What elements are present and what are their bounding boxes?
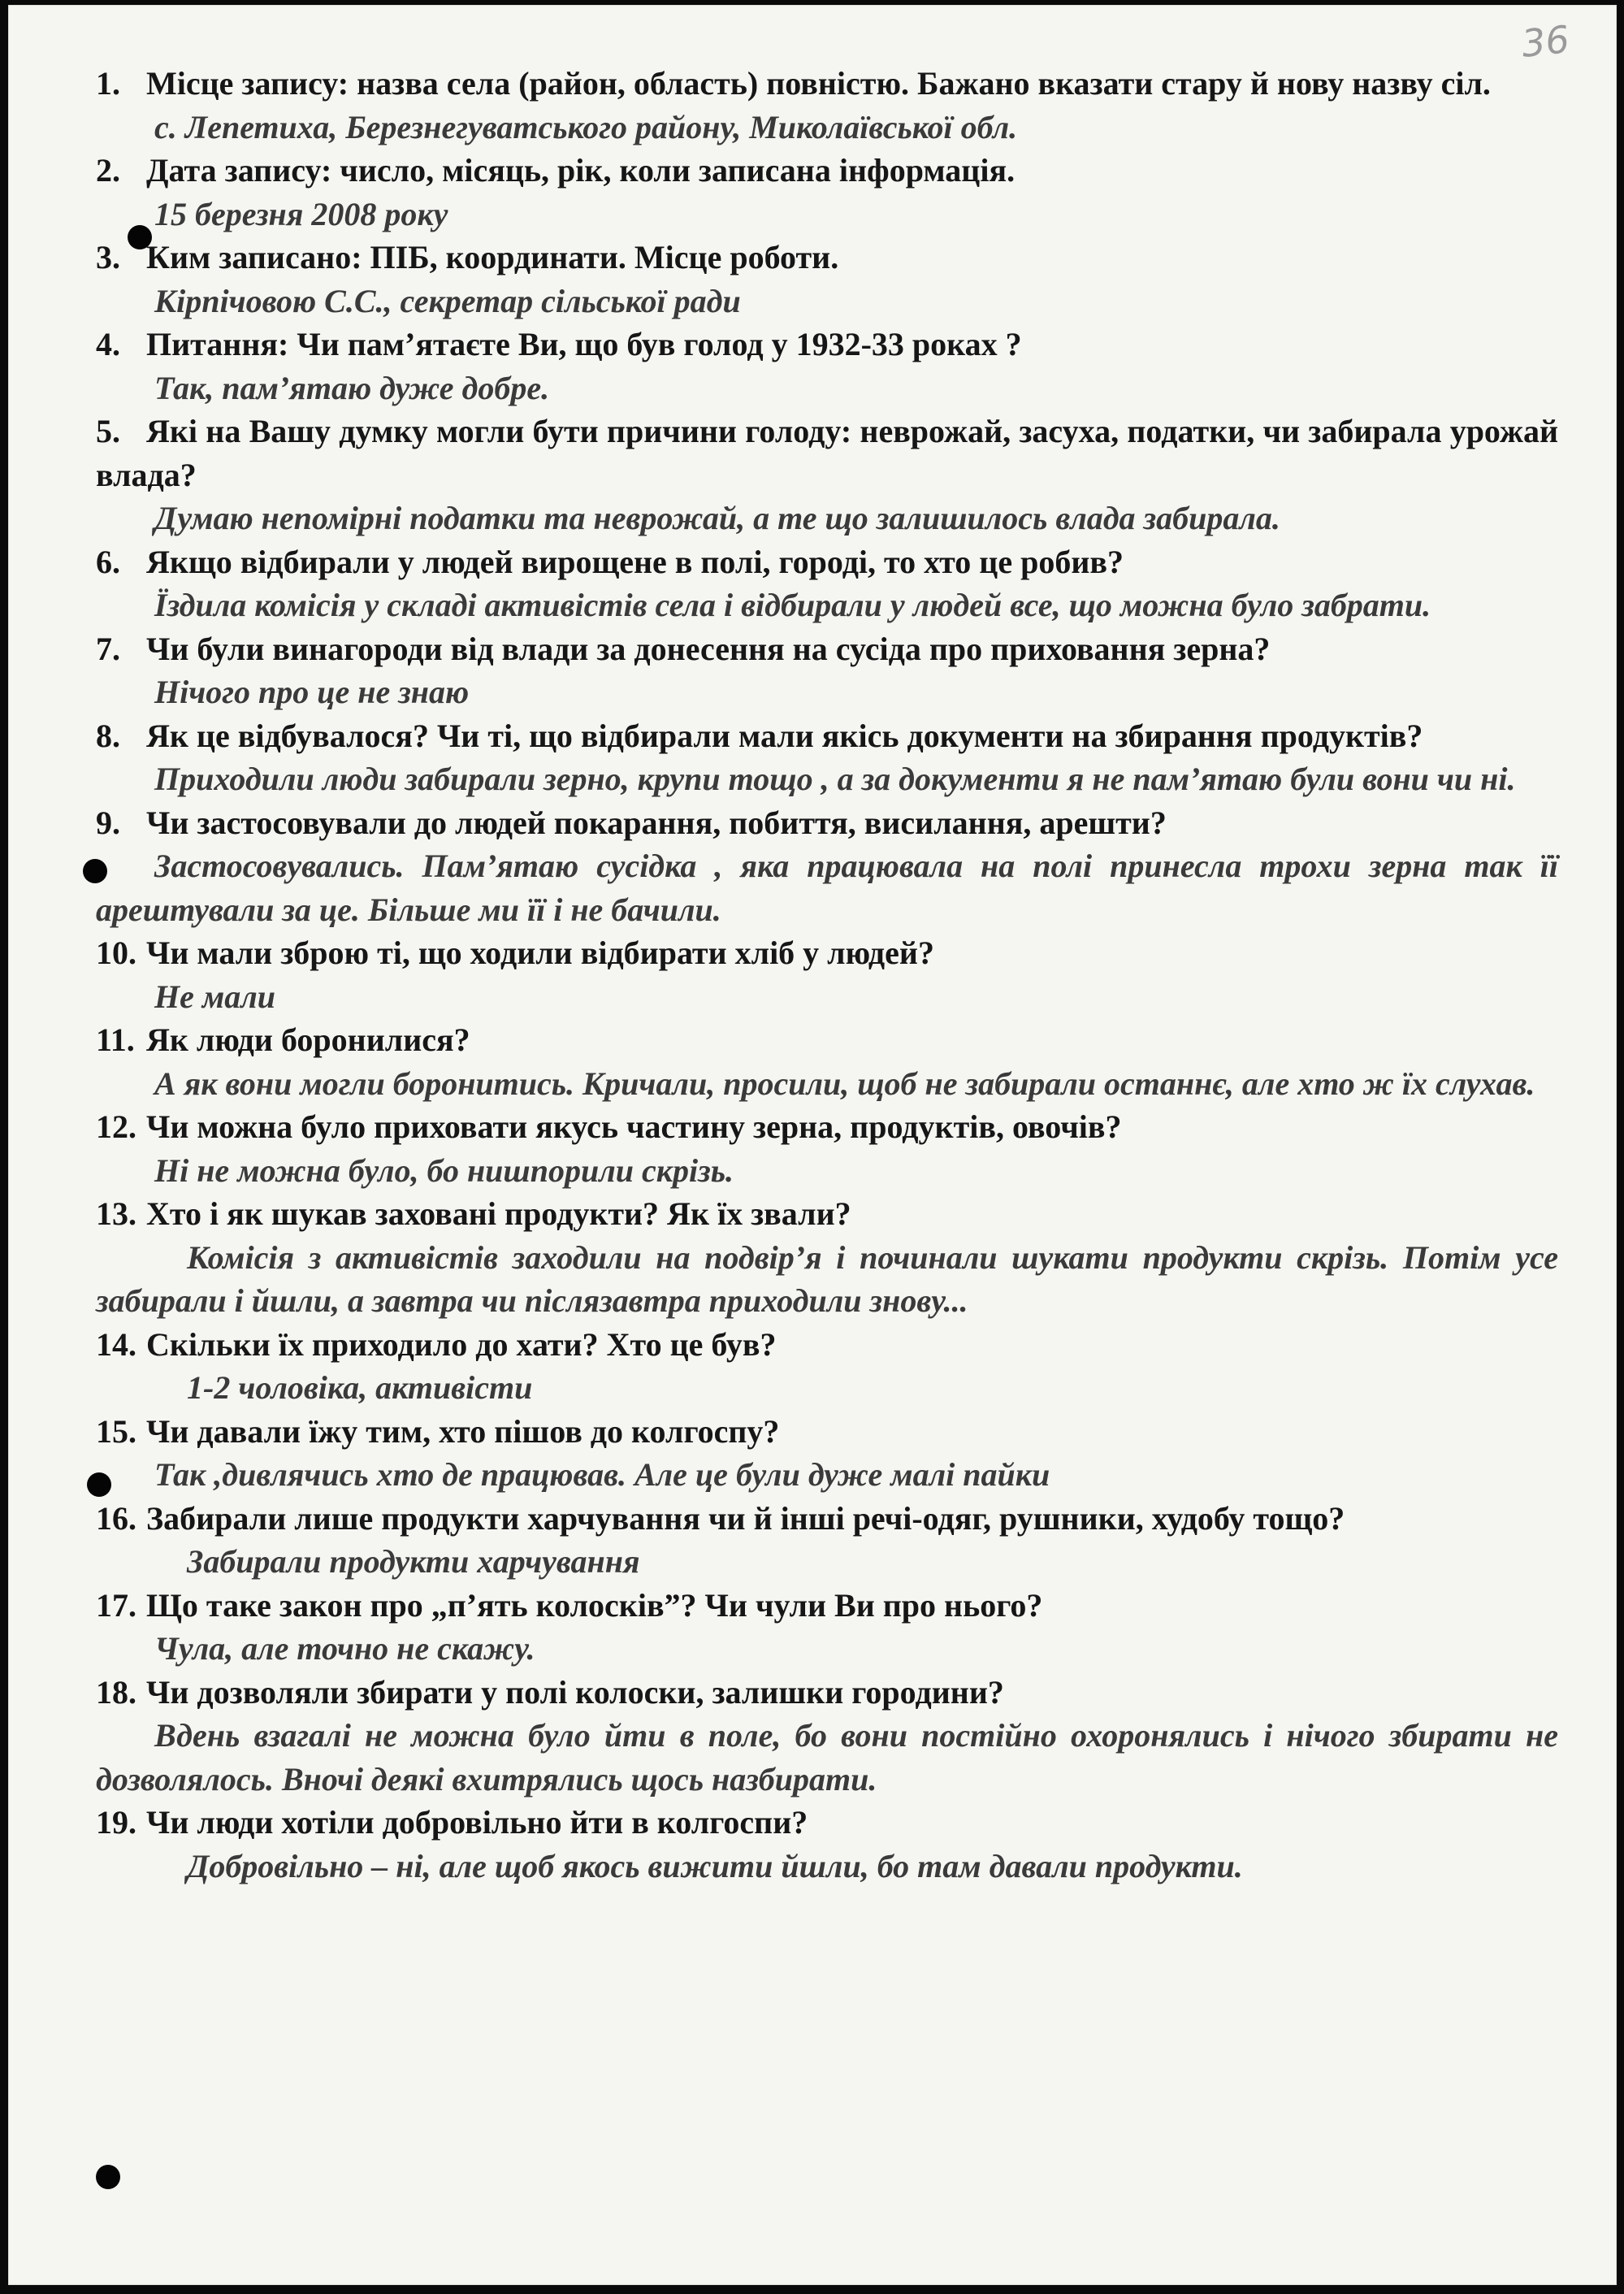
- question-item: [96, 801, 1558, 932]
- question-text: [96, 627, 1558, 671]
- question-item: [96, 1671, 1558, 1802]
- questionnaire: [96, 62, 1558, 1888]
- question-text: [96, 1497, 1558, 1541]
- question-item: [96, 714, 1558, 801]
- binder-hole: [96, 2165, 120, 2189]
- question-label: Дата запису: число, місяць, рік, коли записана інформація.: [146, 152, 1016, 189]
- question-number: 10.: [96, 935, 136, 971]
- question-text: [96, 1018, 1558, 1062]
- page-number: 36: [1519, 17, 1572, 66]
- question-number: 1.: [96, 65, 120, 102]
- answer-text: Так ,дивлячись хто де працював. Але це були дуже малі пайки: [154, 1456, 1050, 1493]
- question-label: Чи давали їжу тим, хто пішов до колгоспу?: [146, 1412, 780, 1450]
- question-text: [96, 323, 1558, 366]
- answer-text: Не мали: [154, 978, 276, 1015]
- question-label: Якщо відбирали у людей вирощене в полі, городі, то хто це робив?: [146, 543, 1124, 580]
- answer-text: Нічого про це не знаю: [154, 674, 470, 710]
- question-number: 14.: [96, 1325, 136, 1363]
- question-label: Ким записано: ПІБ, координати. Місце роботи.: [146, 239, 839, 275]
- answer-text: Забирали продукти харчування: [187, 1543, 640, 1580]
- answer-text: Комісія з активістів заходили на подвір’я і починали шукати продукти скрізь. Потім усе забирали і йшли, а завтра чи післязавтра приходили знову...: [96, 1238, 1558, 1319]
- question-label: Як люди боронилися?: [146, 1021, 470, 1058]
- question-item: [96, 149, 1558, 236]
- answer-text: Їздила комісія у складі активістів села і відбирали у людей все, що можна було забрати.: [154, 587, 1431, 623]
- question-text: [96, 1105, 1558, 1149]
- question-item: [96, 1584, 1558, 1671]
- answer-text: Чула, але точно не скажу.: [154, 1630, 535, 1667]
- question-item: [96, 1018, 1558, 1105]
- answer-text: Приходили люди забирали зерно, крупи тощо , а за документи я не пам’ятаю були вони чи ні.: [154, 761, 1516, 797]
- question-number: 4.: [96, 326, 120, 362]
- question-item: [96, 627, 1558, 714]
- document-page: [8, 5, 1617, 2285]
- answer-text: Добровільно – ні, але щоб якось вижити йшли, бо там давали продукти.: [187, 1847, 1243, 1884]
- question-item: [96, 236, 1558, 323]
- question-item: [96, 540, 1558, 627]
- question-item: [96, 1323, 1558, 1410]
- question-text: [96, 1410, 1558, 1454]
- question-text: [96, 236, 1558, 280]
- answer-text: Застосовувались. Пам’ятаю сусідка , яка працювала на полі принесла трохи зерна так її арештували за це. Більше ми її і не бачили.: [96, 848, 1558, 928]
- question-label: Хто і як шукав заховані продукти? Як їх звали?: [146, 1195, 851, 1232]
- question-label: Місце запису: назва села (район, область) повністю. Бажано вказати стару й нову назву сіл.: [146, 65, 1491, 102]
- question-text: [96, 1671, 1558, 1715]
- question-label: Чи можна було приховати якусь частину зерна, продуктів, овочів?: [146, 1108, 1122, 1145]
- question-text: [96, 62, 1558, 106]
- question-number: 15.: [96, 1412, 136, 1450]
- question-text: [96, 540, 1558, 584]
- question-item: [96, 1192, 1558, 1323]
- answer-text: А як вони могли боронитись. Кричали, просили, щоб не забирали останнє, але хто ж їх слухав.: [154, 1065, 1535, 1102]
- question-number: 16.: [96, 1499, 136, 1537]
- question-text: [96, 1323, 1558, 1367]
- question-item: [96, 410, 1558, 540]
- question-label: Забирали лише продукти харчування чи й інші речі-одяг, рушники, худобу тощо?: [146, 1499, 1345, 1537]
- answer-text: Кірпічовою С.С., секретар сільської ради: [154, 282, 741, 319]
- question-item: [96, 931, 1558, 1018]
- question-text: [96, 931, 1558, 975]
- question-text: [96, 1801, 1558, 1845]
- question-item: [96, 323, 1558, 410]
- question-number: 3.: [96, 239, 120, 275]
- question-number: 12.: [96, 1108, 136, 1145]
- question-label: Чи були винагороди від влади за донесення на сусіда про приховання зерна?: [146, 630, 1271, 667]
- answer-text: Вдень взагалі не можна було йти в поле, бо вони постійно охоронялись і нічого збирати не дозволялось. Вночі деякі вхитрялись щось назбирати.: [96, 1717, 1558, 1797]
- question-text: [96, 1192, 1558, 1236]
- question-number: 8.: [96, 717, 120, 754]
- question-number: 11.: [96, 1021, 135, 1058]
- answer-text: с. Лепетиха, Березнегуватського району, Миколаївської обл.: [154, 108, 1018, 145]
- question-number: 5.: [96, 413, 120, 449]
- question-item: [96, 1105, 1558, 1192]
- question-number: 19.: [96, 1804, 136, 1841]
- answer-text: Думаю непомірні податки та неврожай, а те що залишилось влада забирала.: [154, 500, 1280, 536]
- answer-text: 15 березня 2008 року: [154, 195, 448, 232]
- answer-text: Так, пам’ятаю дуже добре.: [154, 369, 550, 406]
- question-label: Чи люди хотіли добровільно йти в колгоспи?: [146, 1804, 808, 1841]
- question-label: Чи мали зброю ті, що ходили відбирати хліб у людей?: [146, 935, 934, 971]
- question-number: 9.: [96, 804, 120, 841]
- question-text: [96, 714, 1558, 758]
- question-text: [96, 1584, 1558, 1628]
- answer-text: Ні не можна було, бо нишпорили скрізь.: [154, 1151, 734, 1189]
- question-text: [96, 410, 1558, 497]
- question-item: [96, 1410, 1558, 1497]
- question-number: 7.: [96, 630, 120, 667]
- question-number: 18.: [96, 1673, 136, 1711]
- question-label: Що таке закон про „п’ять колосків”? Чи чули Ви про нього?: [146, 1586, 1043, 1624]
- question-label: Які на Вашу думку могли бути причини голоду: неврожай, засуха, податки, чи забирала урожай влада?: [96, 413, 1558, 493]
- question-label: Як це відбувалося? Чи ті, що відбирали мали якісь документи на збирання продуктів?: [146, 717, 1423, 754]
- question-text: [96, 149, 1558, 193]
- answer-text: 1-2 чоловіка, активісти: [187, 1369, 533, 1406]
- question-number: 2.: [96, 152, 120, 189]
- question-text: [96, 801, 1558, 845]
- question-item: [96, 1497, 1558, 1584]
- question-number: 13.: [96, 1195, 136, 1232]
- question-label: Скільки їх приходило до хати? Хто це був?: [146, 1325, 777, 1363]
- question-item: [96, 62, 1558, 149]
- question-item: [96, 1801, 1558, 1888]
- question-number: 6.: [96, 543, 120, 580]
- question-label: Питання: Чи пам’ятаєте Ви, що був голод у 1932-33 роках ?: [146, 326, 1022, 362]
- question-label: Чи застосовували до людей покарання, побиття, висилання, арешти?: [146, 804, 1167, 841]
- question-label: Чи дозволяли збирати у полі колоски, залишки городини?: [146, 1673, 1004, 1711]
- question-number: 17.: [96, 1586, 136, 1624]
